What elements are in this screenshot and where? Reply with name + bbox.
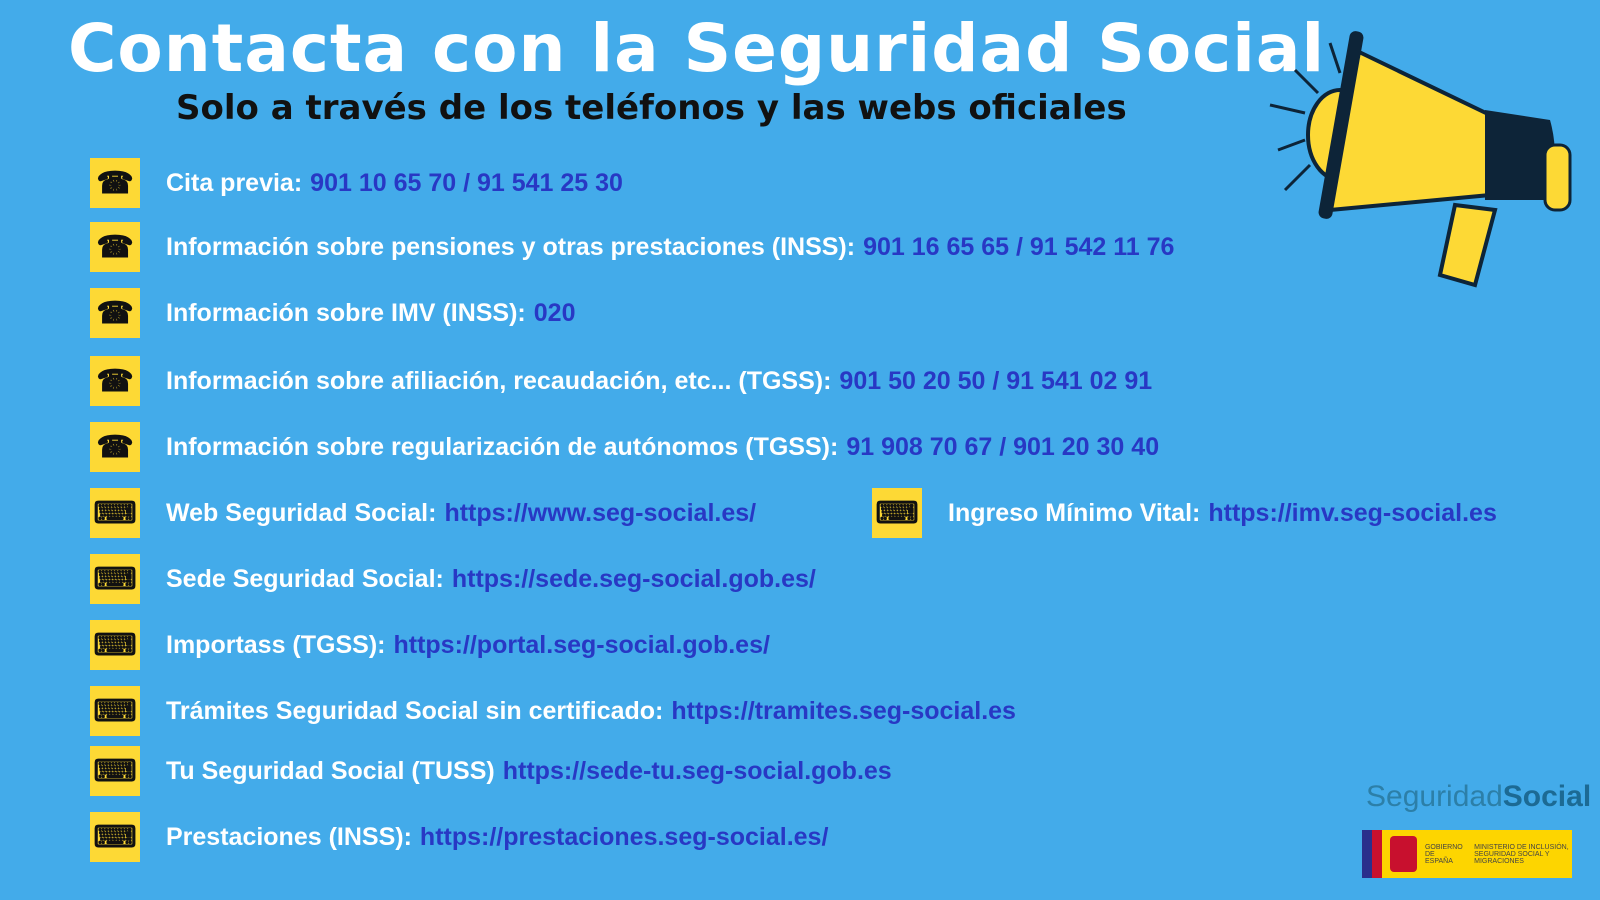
- telephone-icon: ☎: [90, 422, 140, 472]
- web-row: [90, 746, 892, 796]
- web-label: Prestaciones (INSS):: [166, 822, 412, 851]
- phone-label: Información sobre afiliación, recaudación, etc... (TGSS):: [166, 366, 832, 395]
- keyboard-icon: ⌨: [90, 554, 140, 604]
- web-label: Sede Seguridad Social:: [166, 564, 444, 593]
- web-row: [90, 812, 828, 862]
- ministry-text: MINISTERIO DE INCLUSIÓN, SEGURIDAD SOCIAL Y MIGRACIONES: [1474, 843, 1569, 865]
- phone-value: 901 10 65 70 / 91 541 25 30: [310, 168, 623, 197]
- phone-row: [90, 158, 623, 208]
- phone-value: 901 50 20 50 / 91 541 02 91: [839, 366, 1153, 395]
- flag-icon: [1362, 830, 1382, 878]
- web-row-imv: [872, 488, 1497, 538]
- phone-row: [90, 288, 575, 338]
- web-row: [90, 620, 770, 670]
- web-row: [90, 554, 816, 604]
- keyboard-icon: ⌨: [90, 686, 140, 736]
- telephone-icon: ☎: [90, 222, 140, 272]
- telephone-icon: ☎: [90, 158, 140, 208]
- web-label: Importass (TGSS):: [166, 630, 386, 659]
- keyboard-icon: ⌨: [90, 488, 140, 538]
- telephone-icon: ☎: [90, 356, 140, 406]
- page-title: Contacta con la Seguridad Social: [68, 10, 1326, 87]
- phone-row: [90, 222, 1174, 272]
- phone-value: 901 16 65 65 / 91 542 11 76: [863, 232, 1175, 261]
- web-link[interactable]: https://imv.seg-social.es: [1208, 498, 1497, 527]
- web-label: Trámites Seguridad Social sin certificado:: [166, 696, 664, 725]
- keyboard-icon: ⌨: [90, 746, 140, 796]
- gov-text: GOBIERNO DE ESPAÑA: [1424, 843, 1463, 865]
- phone-row: [90, 422, 1159, 472]
- phone-label: Información sobre regularización de autónomos (TGSS):: [166, 432, 839, 461]
- web-value[interactable]: https://portal.seg-social.gob.es/: [393, 630, 770, 659]
- phone-label: Información sobre IMV (INSS):: [166, 298, 526, 327]
- page-subtitle: Solo a través de los teléfonos y las webs oficiales: [176, 88, 1127, 128]
- phone-label: Cita previa:: [166, 168, 303, 197]
- web-value[interactable]: https://www.seg-social.es/: [444, 498, 757, 527]
- web-row: [90, 488, 756, 538]
- web-row: [90, 686, 1016, 736]
- megaphone-icon: [1260, 25, 1600, 295]
- phone-value: 91 908 70 67 / 901 20 30 40: [846, 432, 1160, 461]
- keyboard-icon: ⌨: [872, 488, 922, 538]
- web-label: Web Seguridad Social:: [166, 498, 437, 527]
- web-value[interactable]: https://tramites.seg-social.es: [671, 696, 1016, 725]
- web-label: Tu Seguridad Social (TUSS): [166, 756, 495, 785]
- web-value[interactable]: https://sede-tu.seg-social.gob.es: [502, 756, 892, 785]
- keyboard-icon: ⌨: [90, 620, 140, 670]
- logo-text-bold: Social: [1502, 780, 1592, 813]
- web-label: Ingreso Mínimo Vital:: [948, 498, 1201, 527]
- telephone-icon: ☎: [90, 288, 140, 338]
- phone-row: [90, 356, 1152, 406]
- phone-value: 020: [533, 298, 576, 327]
- keyboard-icon: ⌨: [90, 812, 140, 862]
- seguridad-social-logo: [1366, 780, 1591, 814]
- gobierno-logo: [1362, 830, 1572, 878]
- phone-label: Información sobre pensiones y otras prestaciones (INSS):: [166, 232, 856, 261]
- web-value[interactable]: https://prestaciones.seg-social.es/: [419, 822, 829, 851]
- coat-of-arms-icon: [1390, 836, 1417, 872]
- web-value[interactable]: https://sede.seg-social.gob.es/: [451, 564, 816, 593]
- logo-text: Seguridad: [1366, 780, 1503, 813]
